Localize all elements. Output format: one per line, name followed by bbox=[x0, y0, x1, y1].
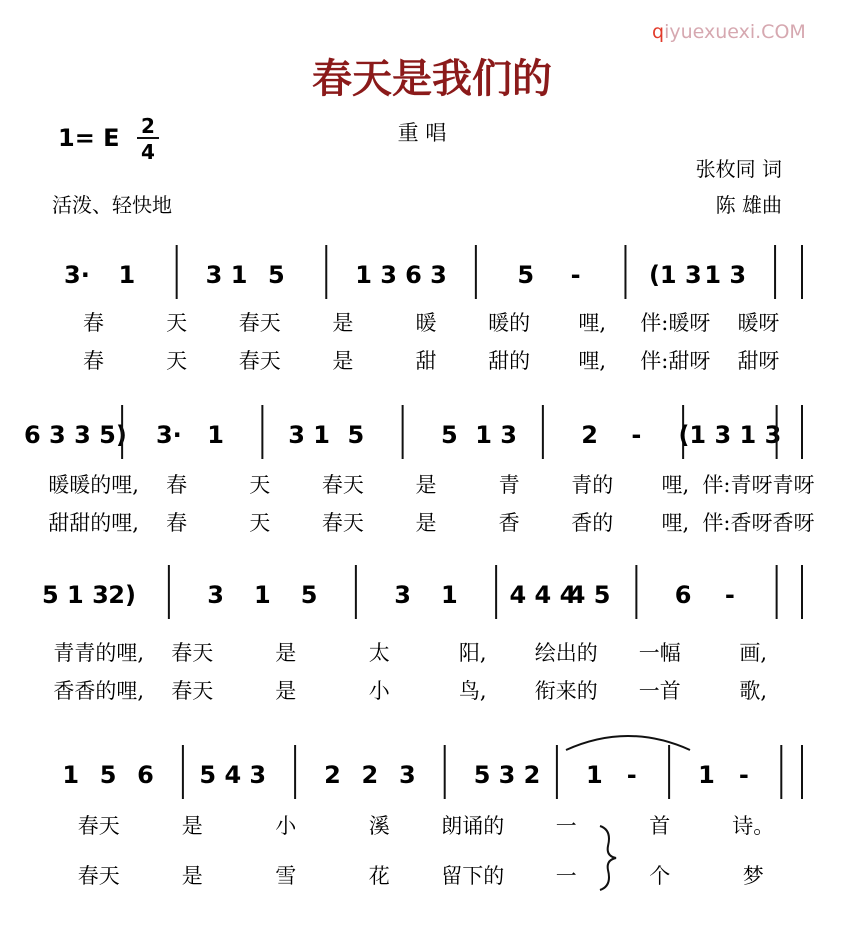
lyric-word: 小 bbox=[275, 814, 297, 838]
lyric-word: 是 bbox=[181, 814, 203, 838]
note-group: 3 bbox=[249, 761, 267, 789]
lyric-word: 哩, bbox=[578, 349, 607, 373]
lyric-word: 一幅 bbox=[638, 641, 681, 665]
note-group: - bbox=[631, 421, 642, 449]
note-group: 1 bbox=[585, 761, 603, 789]
lyric-word: 暖 bbox=[415, 311, 437, 335]
note-group: 3 bbox=[207, 581, 224, 609]
note-group: (1 3 bbox=[648, 261, 702, 289]
note-group: 2 bbox=[581, 421, 598, 449]
lyric-word: 春 bbox=[166, 473, 188, 497]
note-group: 2 bbox=[361, 761, 379, 789]
lyric-word: 天 bbox=[249, 511, 271, 535]
lyric-word: 春天 bbox=[238, 349, 281, 373]
lyric-word: 春 bbox=[166, 511, 188, 535]
lyric-word: 春天 bbox=[321, 511, 364, 535]
system-2 bbox=[24, 405, 815, 535]
note-group: 1 3 bbox=[704, 261, 747, 289]
note-group: 2 bbox=[324, 761, 341, 789]
note-group: 5 bbox=[300, 581, 318, 609]
note-group: 4 4 4 bbox=[509, 581, 577, 609]
lyric-word: 春 bbox=[83, 311, 105, 335]
lyric-word: 哩, bbox=[578, 311, 607, 335]
note-group: 5 bbox=[473, 761, 491, 789]
page-title: 春天是我们的 bbox=[312, 55, 552, 102]
subtitle: 重 唱 bbox=[397, 121, 447, 145]
system-4 bbox=[62, 745, 802, 888]
lyric-word: 春天 bbox=[171, 679, 214, 703]
lyric-word: 一 bbox=[555, 814, 577, 838]
lyric-word: 衔来的 bbox=[534, 679, 598, 703]
tempo-marking: 活泼、轻快地 bbox=[52, 193, 172, 217]
lyric-word: 留下的 bbox=[441, 864, 505, 888]
lyric-word: 小 bbox=[368, 679, 390, 703]
lyric-word: 溪 bbox=[368, 814, 390, 838]
lyric-word: 鸟, bbox=[458, 679, 487, 703]
lyric-word: 伴:香呀香呀 bbox=[702, 511, 815, 535]
lyric-word: 画, bbox=[739, 641, 768, 665]
note-group: 5 bbox=[517, 261, 535, 289]
time-signature-top: 2 bbox=[141, 114, 155, 138]
lyric-word: 香香的哩, bbox=[53, 679, 145, 703]
note-group: 6 bbox=[674, 581, 692, 609]
note-group: 1 bbox=[62, 761, 80, 789]
lyric-word: 青 bbox=[498, 473, 520, 497]
music-systems bbox=[24, 245, 815, 890]
lyric-word: 暖呀 bbox=[737, 311, 780, 335]
note-group: 2) bbox=[108, 581, 136, 609]
lyric-word: 香 bbox=[498, 511, 520, 535]
watermark-lead: q bbox=[652, 21, 665, 43]
note-group: 1 bbox=[118, 261, 136, 289]
note-group: 6 3 bbox=[405, 261, 447, 289]
lyric-word: 太 bbox=[368, 641, 390, 665]
lyric-word: 是 bbox=[275, 679, 297, 703]
lyric-word: 诗。 bbox=[732, 814, 775, 838]
note-group: - bbox=[570, 261, 581, 289]
lyric-word: 是 bbox=[415, 511, 437, 535]
lyric-word: 甜 bbox=[415, 349, 437, 373]
note-group: 5 bbox=[347, 421, 365, 449]
lyric-word: 哩, bbox=[661, 473, 690, 497]
note-group: 5 1 3 bbox=[41, 581, 109, 609]
note-group: 3 1 bbox=[205, 261, 248, 289]
lyric-word: 甜甜的哩, bbox=[48, 511, 139, 535]
lyric-word: 青的 bbox=[571, 473, 614, 497]
composer-credit: 陈 雄曲 bbox=[715, 193, 782, 217]
lyric-word: 一首 bbox=[638, 679, 681, 703]
note-group: 3· bbox=[64, 261, 90, 289]
note-group: 3 bbox=[398, 761, 416, 789]
note-group: 3 1 bbox=[288, 421, 331, 449]
lyric-word: 春天 bbox=[238, 311, 281, 335]
lyric-word: 天 bbox=[249, 473, 271, 497]
lyric-word: 天 bbox=[166, 349, 188, 373]
lyric-word: 暖暖的哩, bbox=[48, 473, 139, 497]
lyric-word: 春天 bbox=[77, 864, 120, 888]
note-group: - bbox=[626, 761, 637, 789]
note-group: 5 bbox=[441, 421, 458, 449]
note-group: 5 bbox=[268, 261, 285, 289]
lyric-word: 春 bbox=[83, 349, 105, 373]
lyric-word: 春天 bbox=[77, 814, 120, 838]
lyric-word: 伴:青呀青呀 bbox=[702, 473, 815, 497]
watermark-rest: iyuexuexi.COM bbox=[664, 21, 806, 43]
note-group: 5 bbox=[99, 761, 117, 789]
system-3 bbox=[42, 565, 802, 703]
key-signature: 1= E bbox=[58, 124, 120, 152]
note-group: 3· bbox=[155, 421, 182, 449]
note-group: 6 3 3 5) bbox=[23, 421, 127, 449]
note-group: 1 3 bbox=[475, 421, 518, 449]
lyric-word: 首 bbox=[649, 814, 671, 838]
lyric-word: 雪 bbox=[275, 864, 297, 888]
lyricist-credit: 张枚同 词 bbox=[695, 157, 782, 181]
note-group: 1 bbox=[254, 581, 271, 609]
brace bbox=[600, 826, 616, 890]
lyric-word: 天 bbox=[166, 311, 188, 335]
lyric-word: 是 bbox=[332, 311, 354, 335]
lyric-word: 春天 bbox=[321, 473, 364, 497]
lyric-word: 伴:甜呀 bbox=[640, 349, 711, 373]
lyric-word: 阳, bbox=[458, 641, 487, 665]
lyric-word: 是 bbox=[181, 864, 203, 888]
note-group: 6 bbox=[137, 761, 154, 789]
note-group: (1 3 1 3 bbox=[678, 421, 782, 449]
lyric-word: 哩, bbox=[661, 511, 690, 535]
note-group: 4 5 bbox=[568, 581, 611, 609]
lyric-word: 甜的 bbox=[488, 349, 531, 373]
system-1 bbox=[64, 245, 802, 373]
lyric-word: 一 bbox=[555, 864, 577, 888]
lyric-word: 梦 bbox=[742, 864, 764, 888]
lyric-word: 绘出的 bbox=[534, 641, 598, 665]
note-group: 1 bbox=[698, 761, 715, 789]
lyric-word: 暖的 bbox=[488, 311, 531, 335]
lyric-word: 是 bbox=[275, 641, 297, 665]
note-group: 1 3 bbox=[355, 261, 398, 289]
lyric-word: 春天 bbox=[171, 641, 214, 665]
lyric-word: 香的 bbox=[571, 511, 614, 535]
note-group: - bbox=[724, 581, 735, 609]
lyric-word: 伴:暖呀 bbox=[640, 311, 711, 335]
note-group: 1 bbox=[207, 421, 224, 449]
lyric-word: 是 bbox=[415, 473, 437, 497]
lyric-word: 个 bbox=[649, 864, 671, 888]
note-group: - bbox=[738, 761, 749, 789]
time-signature-bottom: 4 bbox=[141, 140, 155, 164]
lyric-word: 花 bbox=[368, 864, 390, 888]
tie-arc bbox=[566, 736, 690, 750]
lyric-word: 朗诵的 bbox=[441, 814, 505, 838]
lyric-word: 甜呀 bbox=[737, 349, 780, 373]
lyric-word: 歌, bbox=[739, 679, 768, 703]
note-group: 3 2 bbox=[498, 761, 541, 789]
watermark bbox=[652, 21, 806, 43]
lyric-word: 青青的哩, bbox=[53, 641, 145, 665]
lyric-word: 是 bbox=[332, 349, 354, 373]
note-group: 1 bbox=[441, 581, 458, 609]
note-group: 3 bbox=[394, 581, 411, 609]
note-group: 5 4 bbox=[199, 761, 242, 789]
